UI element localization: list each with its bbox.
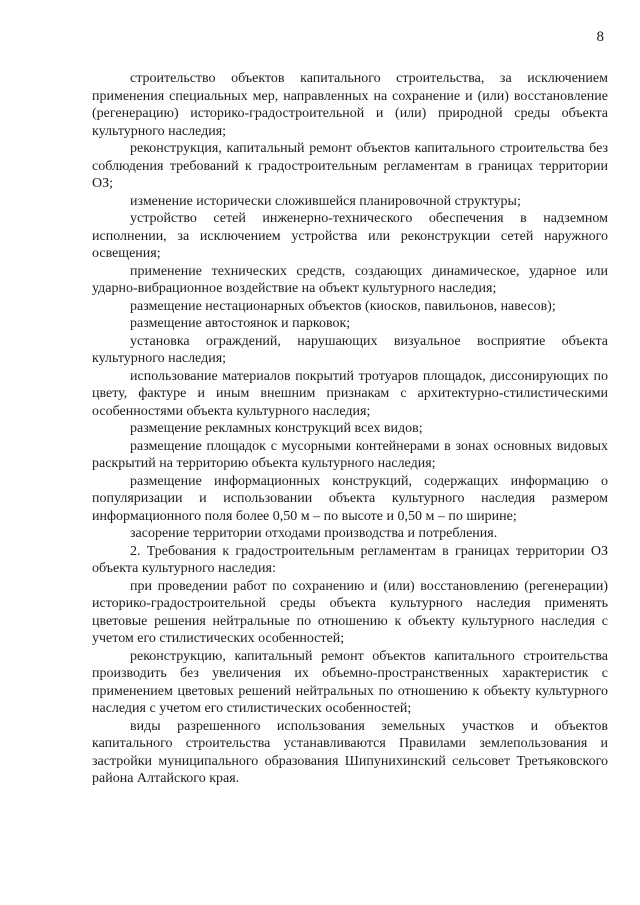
paragraph-17: виды разрешенного использования земельных участков и объектов капитального строительства устанавливаются Правилами землепользования и застройки муниципального образования Шипунихинский сельсовет Третьяковского района Алтайского края. <box>92 718 608 786</box>
page-number: 8 <box>596 29 604 45</box>
paragraph-2: реконструкция, капитальный ремонт объектов капитального строительства без соблюдения требований к градостроительным регламентам в границах территории ОЗ; <box>92 141 608 191</box>
paragraph-10: размещение рекламных конструкций всех видов; <box>130 421 423 436</box>
paragraph-8: установка ограждений, нарушающих визуальное восприятие объекта культурного наследия; <box>92 333 608 366</box>
paragraph-7: размещение автостоянок и парковок; <box>130 316 351 331</box>
paragraph-6: размещение нестационарных объектов (киосков, павильонов, навесов); <box>130 298 556 314</box>
page-body <box>92 70 608 788</box>
paragraph-4: устройство сетей инженерно-технического обеспечения в надземном исполнении, за исключением устройства или реконструкции сетей наружного освещения; <box>92 211 608 261</box>
paragraph-14: 2. Требования к градостроительным регламентам в границах территории ОЗ объекта культурного наследия: <box>92 543 608 576</box>
paragraph-3: изменение исторически сложившейся планировочной структуры; <box>130 193 521 209</box>
paragraph-13: засорение территории отходами производства и потребления. <box>130 526 498 541</box>
paragraph-11: размещение площадок с мусорными контейнерами в зонах основных видовых раскрытий на территорию объекта культурного наследия; <box>92 438 608 471</box>
paragraph-5: применение технических средств, создающих динамическое, ударное или ударно-вибрационное воздействие на объект культурного наследия; <box>92 263 608 296</box>
paragraph-12: размещение информационных конструкций, содержащих информацию о популяризации и использовании объекта культурного наследия размером информационного поля более 0,50 м – по высоте и 0,50 м – по ширине; <box>92 473 608 524</box>
paragraph-15: при проведении работ по сохранению и (или) восстановлению (регенерации) историко-градостроительной среды объекта культурного наследия применять цветовые решения нейтральные по отношению к объекту культурного наследия с учетом его стилистических особенностей; <box>92 578 608 646</box>
paragraph-9: использование материалов покрытий тротуаров площадок, диссонирующих по цвету, фактуре и иным внешним признакам с архитектурно-стилистическими особенностями объекта культурного наследия; <box>92 368 608 419</box>
paragraph-16: реконструкцию, капитальный ремонт объектов капитального строительства производить без увеличения их объемно-пространственных характеристик с применением цветовых решений нейтральных по отношению к объекту культурного наследия с учетом его стилистических особенностей; <box>92 648 608 716</box>
paragraph-1: строительство объектов капитального строительства, за исключением применения специальных мер, направленных на сохранение и (или) восстановление (регенерацию) историко-градостроительной и (или) природной среды объекта культурного наследия; <box>92 71 608 139</box>
